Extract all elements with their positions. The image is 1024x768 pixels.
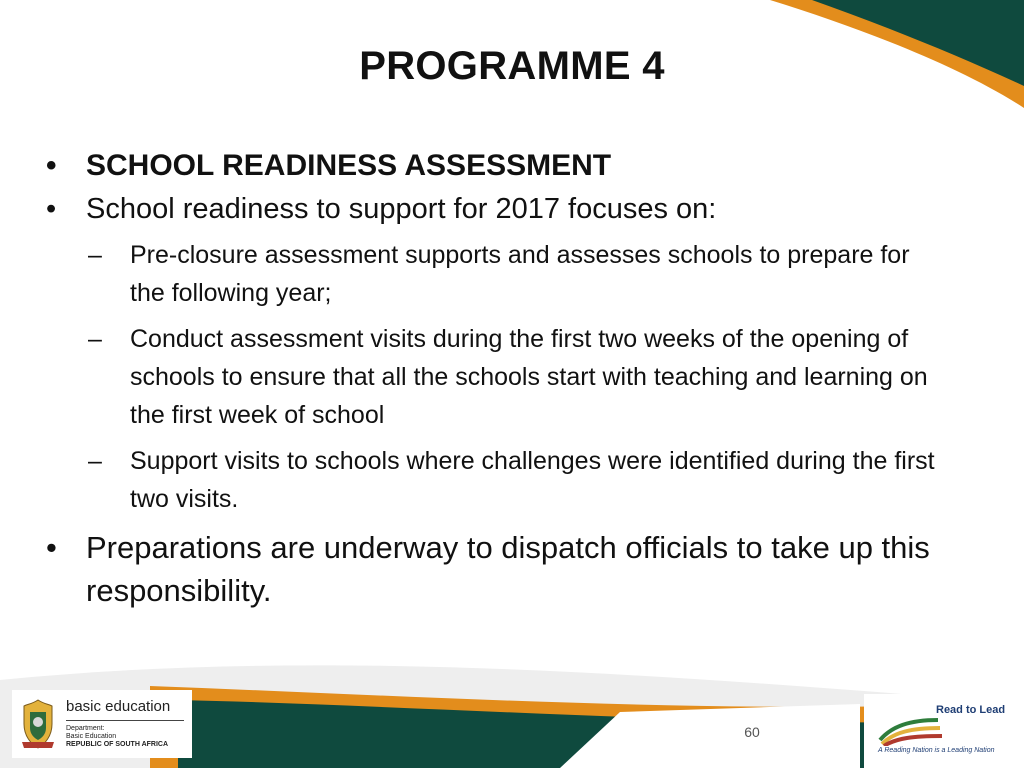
basic-education-logo [14,690,184,756]
sub-bullet-item [46,442,946,518]
bullet-text: School readiness to support for 2017 focuses on: [86,193,717,225]
country-name: REPUBLIC OF SOUTH AFRICA [66,741,169,748]
bullet-item [46,190,946,228]
bullet-marker: • [46,149,57,182]
sub-bullet-item [46,236,946,312]
department-name: Basic Education [66,733,117,740]
bullet-text: Preparations are underway to dispatch officials to take up this responsibility. [86,530,930,608]
sub-bullet-text: Pre-closure assessment supports and assesses schools to prepare for the following year; [130,241,910,307]
coat-of-arms-icon [18,698,58,750]
dash-marker: – [88,447,102,475]
read-to-lead-name: Read to Lead [936,704,1006,716]
logo-divider [66,720,184,721]
bullet-marker: • [46,530,57,565]
bullet-marker: • [46,193,57,225]
bullet-item [46,146,946,186]
read-to-lead-tagline: A Reading Nation is a Leading Nation [878,747,995,754]
sub-bullet-text: Support visits to schools where challenges were identified during the first two visits. [130,447,935,513]
dash-marker: – [88,325,102,353]
bullet-list [46,146,946,612]
bullet-item [46,526,946,612]
read-to-lead-logo [872,696,1014,760]
slide-title: PROGRAMME 4 [359,44,665,88]
sub-bullet-text: Conduct assessment visits during the first two weeks of the opening of schools to ensure that all the schools start with teaching and learning on the first week of school [130,325,928,429]
basic-education-name: basic education [66,698,171,715]
sub-bullet-item [46,320,946,434]
department-label: Department: [66,725,105,732]
page-number: 60 [744,724,760,740]
dash-marker: – [88,241,102,269]
bullet-text: SCHOOL READINESS ASSESSMENT [86,149,612,182]
